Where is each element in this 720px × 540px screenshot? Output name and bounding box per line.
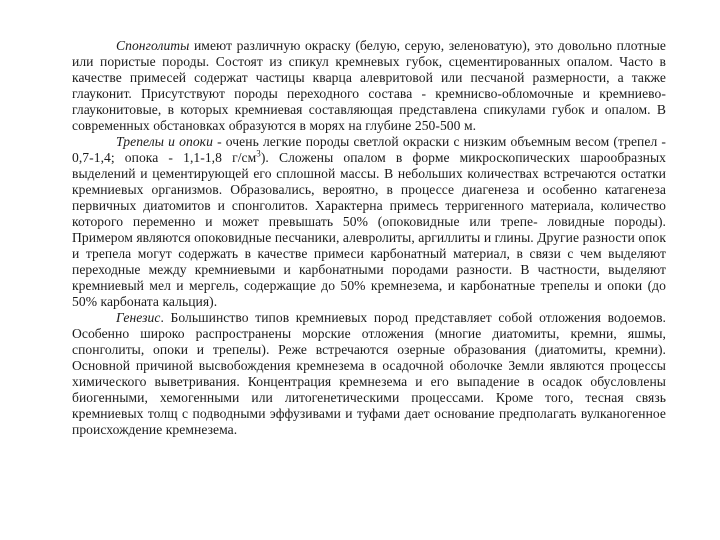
term-spongolites: Спонголиты <box>116 38 190 53</box>
paragraph-genesis <box>72 310 666 438</box>
paragraph-spongolites <box>72 38 666 134</box>
paragraph-text: имеют различную окраску (белую, серую, зеленоватую), это довольно плотные или пористые породы. Состоят из спикул кремневых губок, сцементированных опалом. Часто в качестве примесей содержат частицы кварца алевритовой или песчаной размерности, а также глауконит. Присутствуют породы переходного состава - кремнисво-обломочные и кремниево- глауконитовые, в которых кремниевая составляющая представлена спикулами губок и опалом. В современных обстановках образуются в морях на глубине 250-500 м. <box>72 38 666 133</box>
term-genesis: Генезис <box>116 310 161 325</box>
paragraph-text: ). Сложены опалом в форме микроскопических шарообразных выделений и цементирующей его сплошной массы. В небольших количествах встречаются остатки кремниевых организмов. Образовались, вероятно, в процессе диагенеза и особенно катагенеза первичных диатомитов и спонголитов. Характерна примесь терригенного материала, количество которого переменно и может превышать 50% (опоковидные или трепе- ловидные породы). Примером являются опоковидные песчаники, алевролиты, аргиллиты и глины. Другие разности опок и трепела могут содержать в качестве примеси карбонатный материал, в связи с чем выделяют переходные между кремниевыми и карбонатными породами разности. В частности, выделяют кремниевый мел и мергель, содержащие до 50% кремнезема, и карбонатные трепелы и опоки (до 50% карбоната кальция). <box>72 150 666 309</box>
paragraph-tripoli-opoka <box>72 134 666 310</box>
term-tripoli-opoka: Трепелы и опоки <box>116 134 213 149</box>
document-page <box>72 38 666 438</box>
paragraph-text: - очень легкие породы светлой окраски с низким объемным весом (трепел - 0,7-1,4; опока - 1,1-1,8 г/см <box>72 134 666 165</box>
paragraph-text: . Большинство типов кремниевых пород представляет собой отложения водоемов. Особенно широко распространены морские отложения (многие диатомиты, кремни, яшмы, спонголиты, опоки и трепелы). Реже встречаются озерные образования (диатомиты, кремни). Основной причиной высвобождения кремнезема в осадочной оболочке Земли являются процессы химического выветривания. Концентрация кремнезема и его выпадение в осадок обусловлены биогенными, хемогенными или литогенетическими процессами. Кроме того, тесная связь кремниевых толщ с подводными эффузивами и туфами дает основание предполагать вулканогенное происхождение кремнезема. <box>72 310 666 437</box>
superscript: 3 <box>256 148 261 159</box>
